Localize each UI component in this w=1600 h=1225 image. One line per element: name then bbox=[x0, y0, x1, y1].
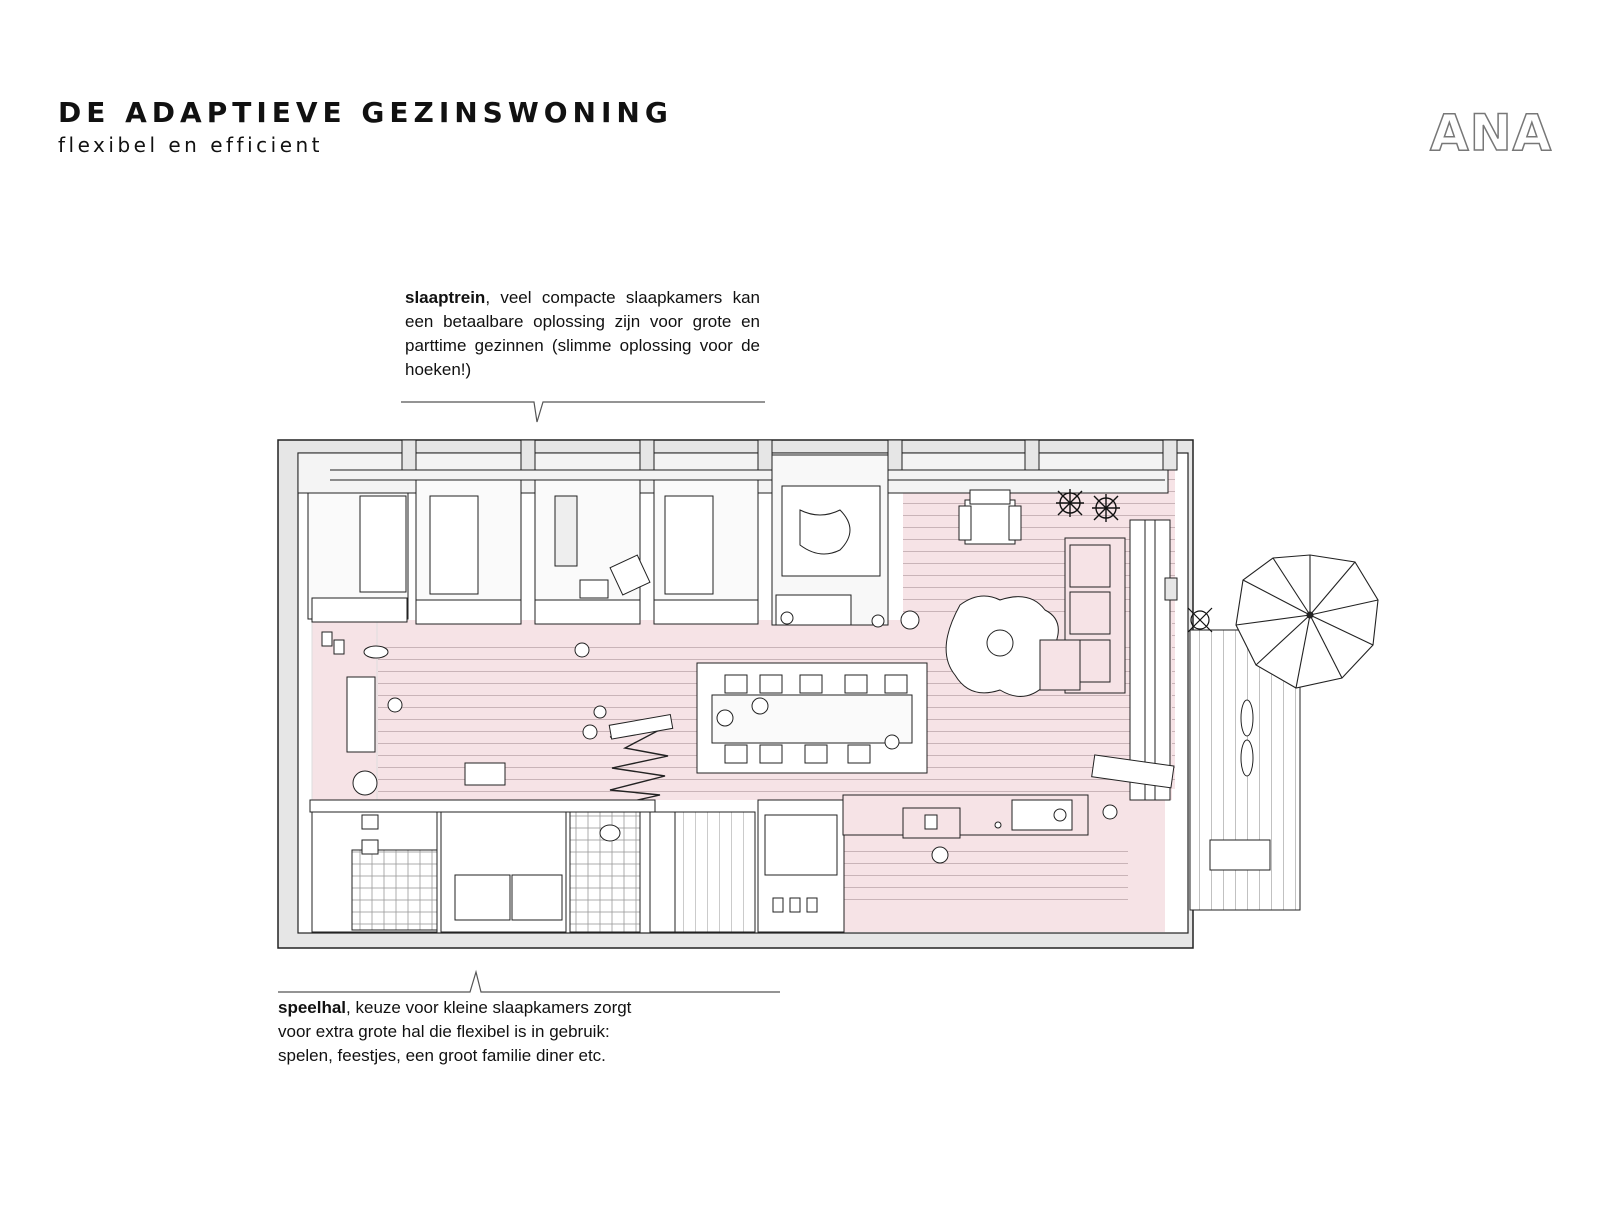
plant-icon bbox=[1056, 489, 1084, 517]
chair-icon bbox=[725, 675, 747, 693]
plant-icon bbox=[1092, 494, 1120, 522]
chair-icon bbox=[805, 745, 827, 763]
bed-icon bbox=[430, 496, 478, 594]
chair-icon bbox=[885, 675, 907, 693]
bedroom-3 bbox=[535, 480, 640, 624]
table-icon bbox=[712, 695, 912, 743]
page-title: DE ADAPTIEVE GEZINSWONING bbox=[58, 96, 673, 129]
service-block bbox=[310, 800, 844, 932]
bedroom-1 bbox=[308, 493, 408, 622]
bedroom-2 bbox=[416, 480, 521, 624]
sideboard bbox=[347, 677, 375, 752]
chair-icon bbox=[800, 675, 822, 693]
logo: ANA bbox=[1430, 104, 1553, 162]
callout-bottom bbox=[278, 972, 780, 992]
chair-icon bbox=[725, 745, 747, 763]
chair-icon bbox=[848, 745, 870, 763]
annotation-term: speelhal bbox=[278, 998, 347, 1017]
bed-icon bbox=[360, 496, 406, 592]
annotation-term: slaaptrein bbox=[405, 288, 486, 307]
chair-icon bbox=[580, 580, 608, 598]
plant-icon bbox=[1188, 608, 1212, 632]
chair-icon bbox=[353, 771, 377, 795]
dining-table bbox=[697, 663, 927, 773]
chair-icon bbox=[760, 675, 782, 693]
chair-icon bbox=[760, 745, 782, 763]
chair-icon bbox=[901, 611, 919, 629]
page-subtitle: flexibel en efficient bbox=[58, 133, 324, 157]
chair-icon bbox=[845, 675, 867, 693]
table-icon bbox=[987, 630, 1013, 656]
annotation-text: , keuze voor kleine slaapkamers zorgt voor extra grote hal die flexibel is in gebruik: spelen, feestjes, een groot familie diner etc. bbox=[278, 998, 632, 1065]
bed-icon bbox=[665, 496, 713, 594]
annotation-text: , veel compacte slaapkamers kan een betaalbare oplossing zijn voor grote en parttime gezinnen (slimme oplossing voor de hoeken!) bbox=[405, 288, 760, 379]
toy-box bbox=[465, 763, 505, 785]
callout-top bbox=[401, 402, 765, 422]
